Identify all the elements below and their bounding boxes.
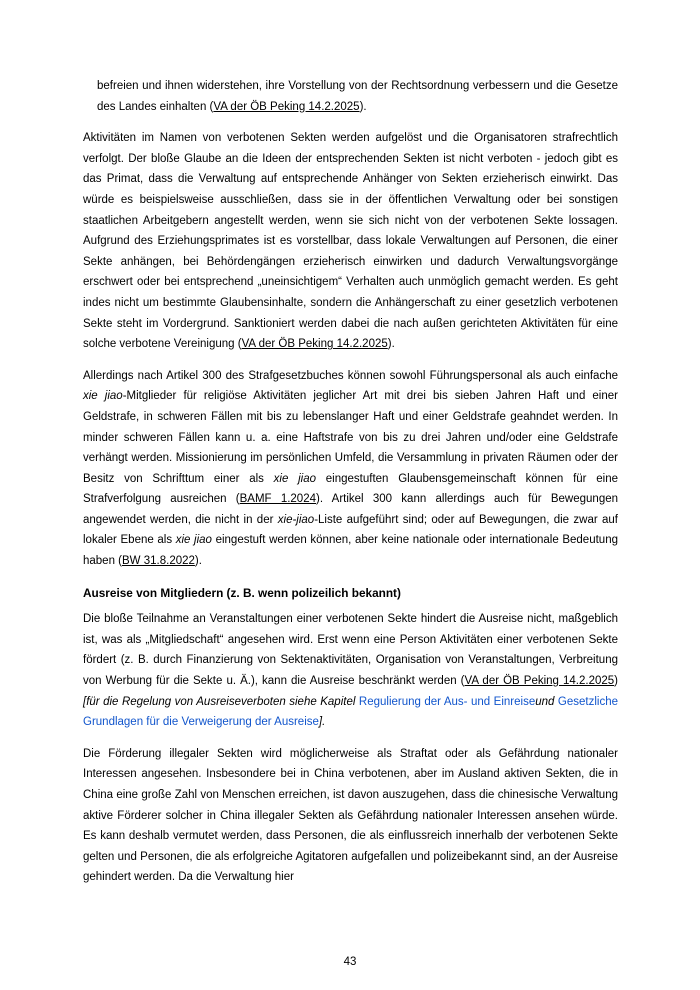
text-segment: ). Artikel 300 kann allerdings auch für Bewegungen angewendet werden, die nicht in der [83,493,619,526]
text-segment: -Liste aufgeführt sind; oder auf Bewegungen, die zwar auf lokaler Ebene als [83,513,618,547]
text-segment: ). [359,100,367,113]
text-segment: xie jiao [175,534,212,547]
text-segment: ) [614,675,618,688]
text-segment: Die Förderung illegaler Sekten wird möglicherweise als Straftat oder als Gefährdung nationaler Interessen angesehen. Insbesondere bei in China verbotenen, aber im Ausland aktiven Sekten, die in China eine große Zahl von Menschen erreichen, ist davon auszugehen, dass die chinesische Verwaltung aktive Förderer solcher in China illegaler Sekten als Gefährdung nationaler Interessen ansehen würde. Es kann deshalb vermutet werden, dass Personen, die als einflussreich innerhalb der verbotenen Sekte gelten und Personen, die als erfolgreiche Agitatoren aufgefallen und polizeibekannt sind, an der Ausreise gehindert werden. Da die Verwaltung hier [83,747,618,884]
document-content [83,76,618,899]
paragraph [97,76,618,117]
text-segment: ]. [318,716,326,729]
text-segment: Aktivitäten im Namen von verbotenen Sekten werden aufgelöst und die Organisatoren strafrechtlich verfolgt. Der bloße Glaube an die Ideen der entsprechenden Sekten ist nicht verboten - jedoch gibt es das Primat, dass die Verwaltung auf entsprechende Anhänger von Sekten erzieherisch einwirkt. Das würde es beispielsweise ausschließen, dass sie in der öffentlichen Verwaltung oder bei sonstigen staatlichen Arbeitgebern angestellt werden, wenn sie sich nicht von der verbotenen Sekte lossagen. Aufgrund des Erziehungsprimates ist es vorstellbar, dass lokale Verwaltungen auf Personen, die einer Sekte anhängen, bei Behördengängen erzieherisch einwirken und dadurch Verwaltungsvorgänge erschwert oder bei entsprechend „uneinsichtigem“ Verhalten auch unmöglich gemacht werden. Es geht indes nicht um bestimmte Glaubensinhalte, sondern die Anhängerschaft zu einer gesetzlich verbotenen Sekte steht im Vordergrund. Sanktioniert werden dabei die nach außen gerichteten Aktivitäten für eine solche verbotene Vereinigung ( [83,132,618,351]
text-segment: -Mitglieder für religiöse Aktivitäten jeglicher Art mit drei bis sieben Jahren Haft und einer Geldstrafe, in schweren Fällen mit bis zu lebenslanger Haft und einer Geldstrafe geahndet werden. In minder schweren Fällen kann u. a. eine Haftstrafe von bis zu drei Jahren und/oder eine Geldstrafe verhängt werden. Missionierung im persönlichen Umfeld, die Versammlung in privaten Räumen oder der Besitz von Schrifttum einer als [83,390,618,485]
chapter-link[interactable]: Gesetzliche Grundlagen für die Verweigerung der Ausreise [83,695,619,729]
paragraph [83,366,618,572]
page-footer [0,952,700,970]
page-number: 43 [343,956,357,968]
text-segment: [für die Regelung von Ausreiseverboten siehe Kapitel [83,695,359,708]
source-reference-link[interactable]: VA der ÖB Peking 14.2.2025 [213,100,360,113]
paragraph [83,128,618,355]
chapter-link[interactable]: Regulierung der Aus- und Einreise [358,695,536,708]
text-segment: Allerdings nach Artikel 300 des Strafgesetzbuches können sowohl Führungspersonal als auch einfache [83,369,618,382]
paragraph [83,609,618,733]
text-segment: xie jiao [273,472,317,485]
source-reference-link[interactable]: VA der ÖB Peking 14.2.2025 [464,675,615,688]
text-segment: xie-jiao [277,513,315,526]
source-reference-link[interactable]: BW 31.8.2022 [122,555,195,568]
paragraph [83,744,618,888]
source-reference-link[interactable]: VA der ÖB Peking 14.2.2025 [241,338,388,351]
text-segment: ). [194,555,202,568]
section-heading [83,583,618,604]
source-reference-link[interactable]: BAMF 1.2024 [239,493,316,506]
text-segment: ). [387,338,395,351]
text-segment: Ausreise von Mitgliedern (z. B. wenn polizeilich bekannt) [83,585,401,600]
text-segment: eingestuften Glaubensgemeinschaft können für eine Strafverfolgung ausreichen ( [83,472,618,506]
text-segment: befreien und ihnen widerstehen, ihre Vorstellung von der Rechtsordnung verbessern und die Gesetze des Landes einhalten ( [97,80,618,113]
text-segment: und [535,695,558,708]
text-segment: eingestuft werden können, aber keine nationale oder internationale Bedeutung haben ( [83,534,618,568]
text-segment: xie jiao [83,390,123,403]
text-segment: Die bloße Teilnahme an Veranstaltungen einer verbotenen Sekte hindert die Ausreise nicht, maßgeblich ist, was als „Mitgliedschaft“ angesehen wird. Erst wenn eine Person Aktivitäten einer verbotenen Sekte fördert (z. B. durch Finanzierung von Sektenaktivitäten, Organisation von Veranstaltungen, Verbreitung von Werbung für die Sekte u. Ä.), kann die Ausreise beschränkt werden ( [83,613,618,688]
